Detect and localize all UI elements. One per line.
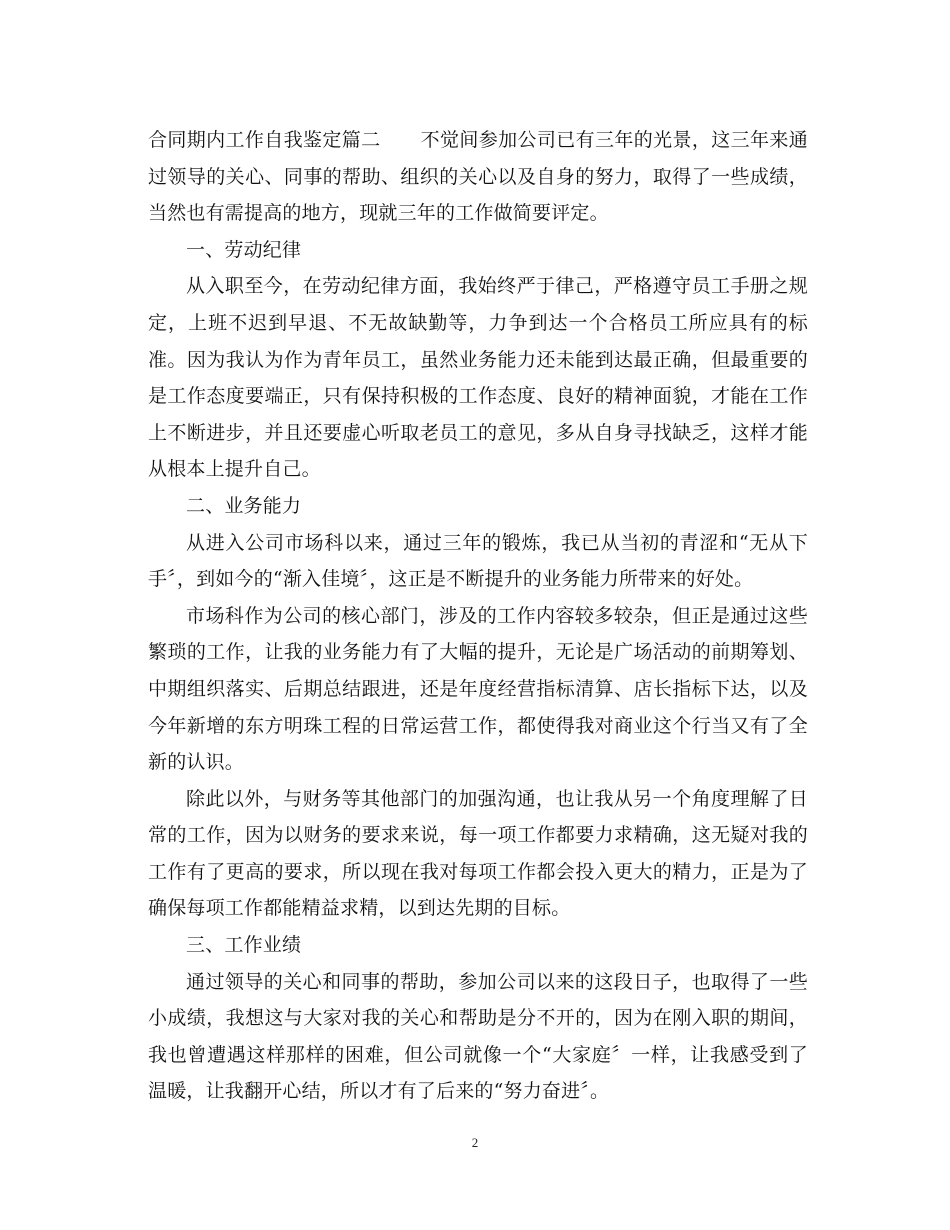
document-title: 合同期内工作自我鉴定篇二 xyxy=(148,129,381,151)
document-body xyxy=(148,122,808,1110)
body-paragraph: 市场科作为公司的核心部门，涉及的工作内容较多较杂，但正是通过这些繁琐的工作，让我的业务能力有了大幅的提升，无论是广场活动的前期筹划、中期组织落实、后期总结跟进，还是年度经营指标清算、店长指标下达，以及今年新增的东方明珠工程的日常运营工作，都使得我对商业这个行当又有了全新的认识。 xyxy=(148,604,808,774)
body-paragraph: 从进入公司市场科以来，通过三年的锻炼，我已从当初的青涩和“无从下手〞，到如今的“渐入佳境〞，这正是不断提升的业务能力所带来的好处。 xyxy=(148,531,808,591)
page-number: 2 xyxy=(471,1135,479,1150)
intro-paragraph xyxy=(148,122,808,232)
body-paragraph: 从入职至今，在劳动纪律方面，我始终严于律己，严格遵守员工手册之规定，上班不迟到早退、不无故缺勤等，力争到达一个合格员工所应具有的标准。因为我认为作为青年员工，虽然业务能力还未能到达最正确，但最重要的是工作态度要端正，只有保持积极的工作态度、良好的精神面貌，才能在工作上不断进步，并且还要虚心听取老员工的意见，多从自身寻找缺乏，这样才能从根本上提升自己。 xyxy=(148,275,808,481)
section-heading: 二、业务能力 xyxy=(186,494,302,517)
body-paragraph: 除此以外，与财务等其他部门的加强沟通，也让我从另一个角度理解了日常的工作，因为以财务的要求来说，每一项工作都要力求精确，这无疑对我的工作有了更高的要求，所以现在我对每项工作都会投入更大的精力，正是为了确保每项工作都能精益求精，以到达先期的目标。 xyxy=(148,787,808,920)
section-heading: 一、劳动纪律 xyxy=(186,238,302,261)
body-paragraph: 通过领导的关心和同事的帮助，参加公司以来的这段日子，也取得了一些小成绩，我想这与大家对我的关心和帮助是分不开的，因为在刚入职的期间，我也曾遭遇这样那样的困难，但公司就像一个“大家庭〞一样，让我感受到了温暖，让我翻开心结，所以才有了后来的“努力奋进〞。 xyxy=(148,970,808,1103)
intro-text: 不觉间参加公司已有三年的光景，这三年来通过领导的关心、同事的帮助、组织的关心以及自身的努力，取得了一些成绩，当然也有需提高的地方，现就三年的工作做简要评定。 xyxy=(148,129,808,225)
section-heading: 三、工作业绩 xyxy=(186,934,302,957)
